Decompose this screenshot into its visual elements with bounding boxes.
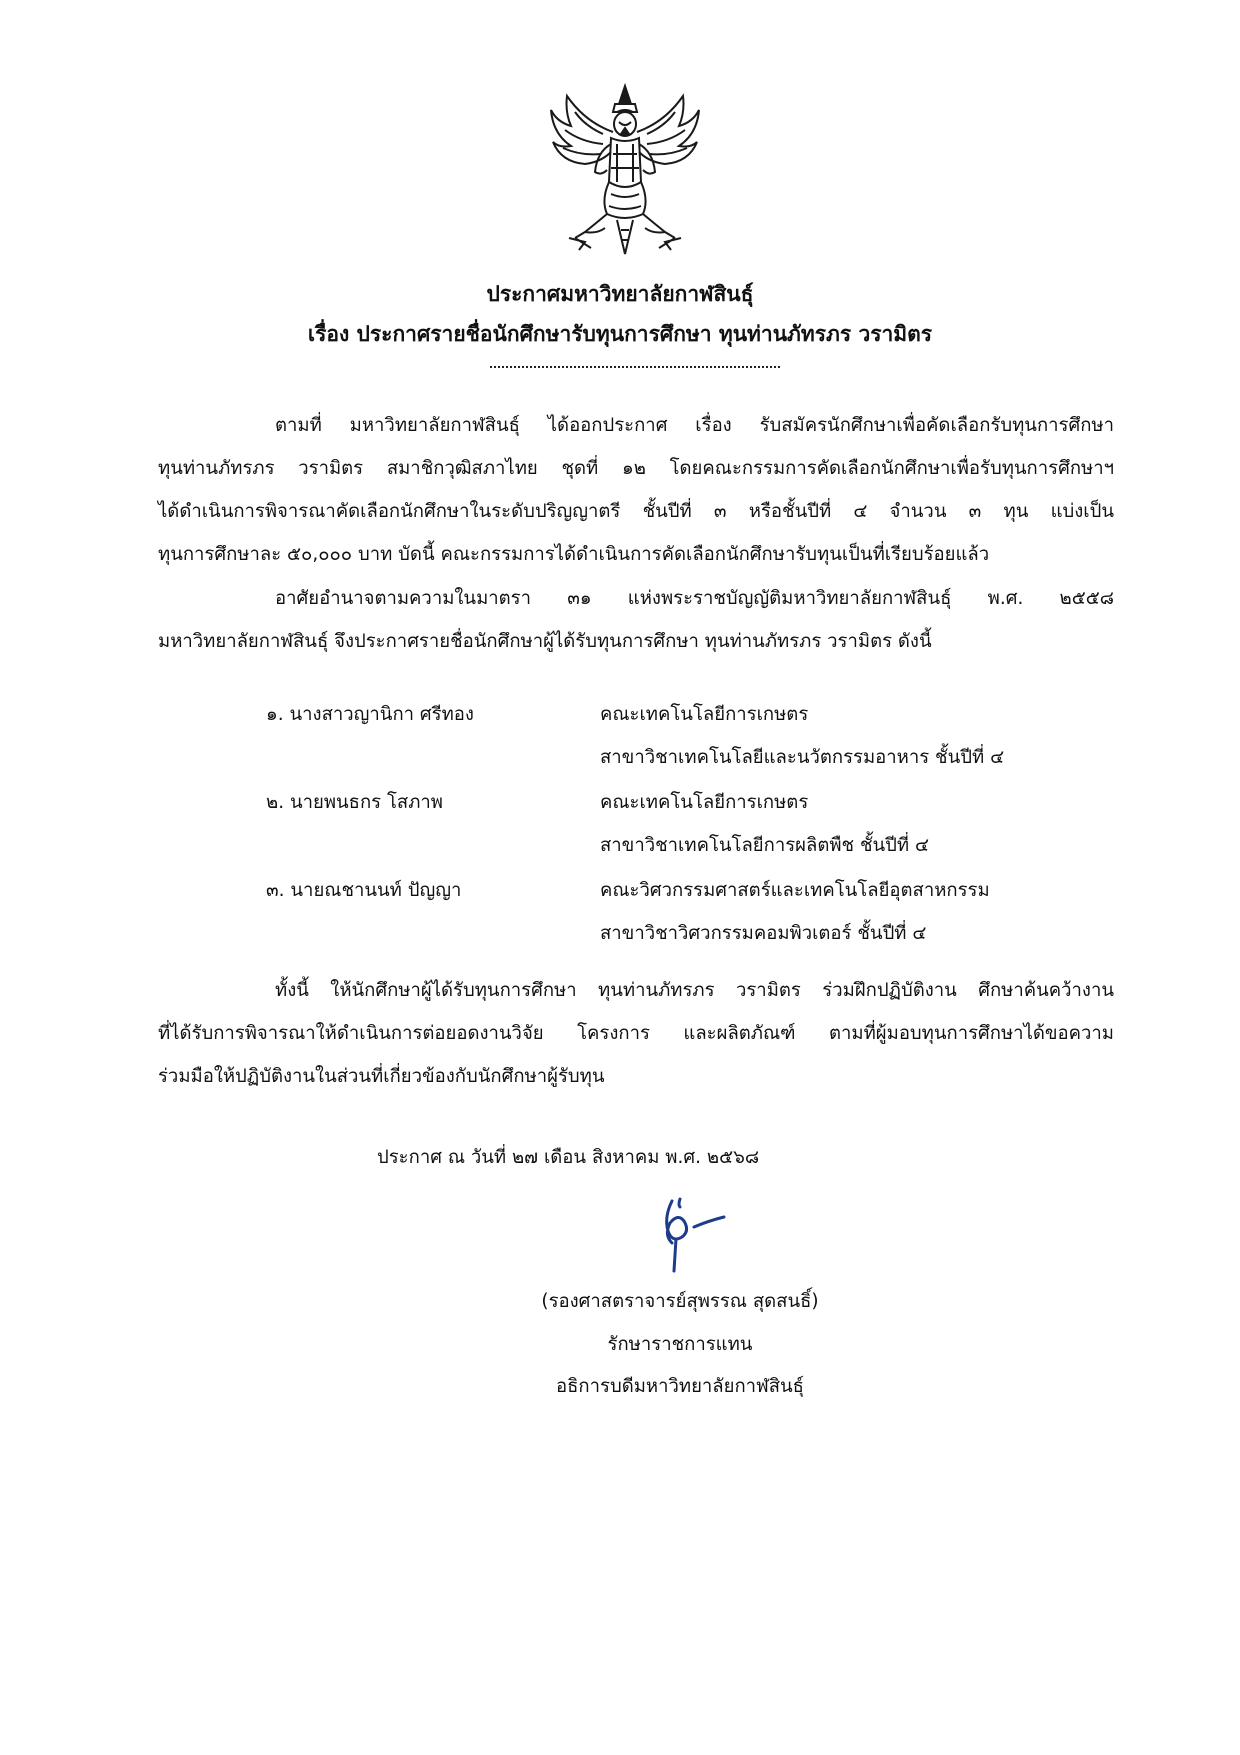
handwritten-signature-icon (650, 1195, 730, 1275)
paragraph1-line: ได้ดำเนินการพิจารณาคัดเลือกนักศึกษาในระดับปริญญาตรี ชั้นปีที่ ๓ หรือชั้นปีที่ ๔ จำนวน ๓ ทุน แบ่งเป็น (158, 501, 1114, 522)
paragraph2-line: อาศัยอำนาจตามความในมาตรา ๓๑ แห่งพระราชบัญญัติมหาวิทยาลัยกาฬสินธุ์ พ.ศ. ๒๕๕๘ (275, 588, 1114, 609)
announcement-title: ประกาศมหาวิทยาลัยกาฬสินธุ์ (486, 282, 754, 306)
paragraph3-line: ร่วมมือให้ปฏิบัติงานในส่วนที่เกี่ยวข้องกับนักศึกษาผู้รับทุน (158, 1066, 605, 1087)
signatory-role: รักษาราชการแทน (607, 1334, 753, 1355)
recipient-major: สาขาวิชาเทคโนโลยีและนวัตกรรมอาหาร ชั้นปีที่ ๔ (600, 747, 1005, 768)
paragraph1-line: ทุนท่านภัทรภร วรามิตร สมาชิกวุฒิสภาไทย ชุดที่ ๑๒ โดยคณะกรรมการคัดเลือกนักศึกษาเพื่อรับทุนการศึกษาฯ (158, 458, 1114, 479)
recipient-faculty: คณะเทคโนโลยีการเกษตร (600, 704, 809, 725)
signatory-name: (รองศาสตราจารย์สุพรรณ สุดสนธิ์) (541, 1291, 819, 1312)
garuda-emblem-icon (545, 82, 705, 257)
title-divider (490, 366, 780, 368)
recipient-faculty: คณะวิศวกรรมศาสตร์และเทคโนโลยีอุตสาหกรรม (600, 880, 990, 901)
recipient-major: สาขาวิชาเทคโนโลยีการผลิตพืช ชั้นปีที่ ๔ (600, 835, 930, 856)
recipient-name: ๑. นางสาวญานิกา ศรีทอง (266, 704, 474, 725)
recipient-major: สาขาวิชาวิศวกรรมคอมพิวเตอร์ ชั้นปีที่ ๔ (600, 923, 927, 944)
recipient-name: ๒. นายพนธกร โสภาพ (266, 792, 443, 813)
announcement-date: ประกาศ ณ วันที่ ๒๗ เดือน สิงหาคม พ.ศ. ๒๕๖๘ (377, 1147, 760, 1168)
recipient-name: ๓. นายณชานนท์ ปัญญา (266, 880, 462, 901)
paragraph3-line: ทั้งนี้ ให้นักศึกษาผู้ได้รับทุนการศึกษา ทุนท่านภัทรภร วรามิตร ร่วมฝึกปฏิบัติงาน ศึกษาค้นคว้างาน (275, 980, 1114, 1001)
paragraph1-line: ทุนการศึกษาละ ๕๐,๐๐๐ บาท บัดนี้ คณะกรรมการได้ดำเนินการคัดเลือกนักศึกษารับทุนเป็นที่เรียบร้อยแล้ว (158, 544, 990, 565)
announcement-subject: เรื่อง ประกาศรายชื่อนักศึกษารับทุนการศึกษา ทุนท่านภัทรภร วรามิตร (307, 322, 933, 346)
paragraph1-line: ตามที่ มหาวิทยาลัยกาฬสินธุ์ ได้ออกประกาศ เรื่อง รับสมัครนักศึกษาเพื่อคัดเลือกรับทุนการศึกษา (275, 415, 1114, 436)
paragraph3-line: ที่ได้รับการพิจารณาให้ดำเนินการต่อยอดงานวิจัย โครงการ และผลิตภัณฑ์ ตามที่ผู้มอบทุนการศึกษาได้ขอความ (158, 1023, 1114, 1044)
recipient-faculty: คณะเทคโนโลยีการเกษตร (600, 792, 809, 813)
signatory-position: อธิการบดีมหาวิทยาลัยกาฬสินธุ์ (556, 1376, 804, 1397)
paragraph2-line: มหาวิทยาลัยกาฬสินธุ์ จึงประกาศรายชื่อนักศึกษาผู้ได้รับทุนการศึกษา ทุนท่านภัทรภร วรามิตร ดังนี้ (158, 631, 932, 652)
